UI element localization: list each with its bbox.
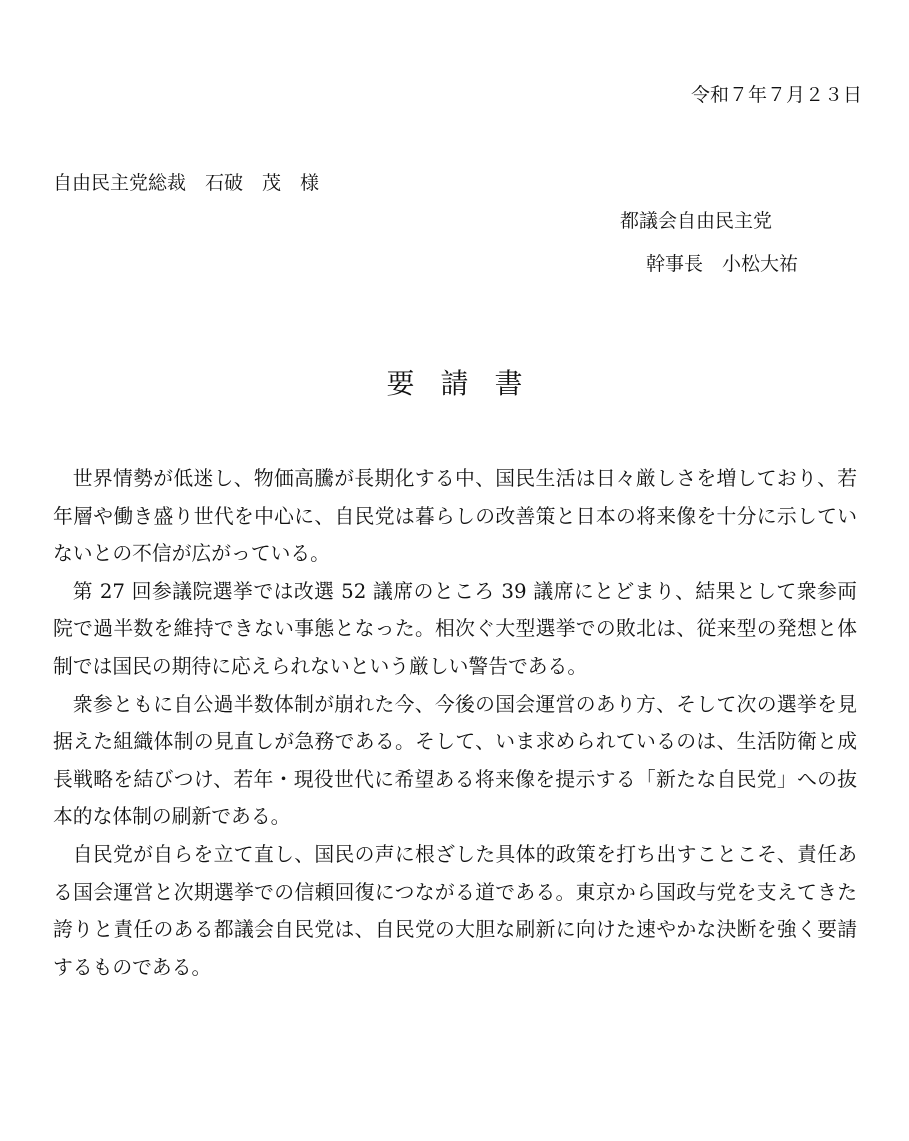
sender-block [620,208,798,277]
sender-name: 幹事長 小松大祐 [646,253,799,275]
document-date: 令和７年７月２３日 [690,84,862,106]
body-paragraph: 自民党が自らを立て直し、国民の声に根ざした具体的政策を打ち出すことこそ、責任ある国会運営と次期選挙での信頼回復につながる道である。東京から国政与党を支えてきた誇りと責任のある都議会自民党は、自民党の大胆な刷新に向けた速やかな決断を強く要請するものである。 [53,842,857,979]
addressee: 自由民主党総裁 石破 茂 様 [53,172,320,194]
body-paragraph: 衆参ともに自公過半数体制が崩れた今、今後の国会運営のあり方、そして次の選挙を見据えた組織体制の見直しが急務である。そして、いま求められているのは、生活防衛と成長戦略を結びつけ、若年・現役世代に希望ある将来像を提示する「新たな自民党」への抜本的な体制の刷新である。 [53,692,857,829]
document-title: 要請書 [386,367,549,400]
body-paragraph: 第 27 回参議院選挙では改選 52 議席のところ 39 議席にとどまり、結果として衆参両院で過半数を維持できない事態となった。相次ぐ大型選挙での敗北は、従来型の発想と体制では国民の期待に応えられないという厳しい警告である。 [53,579,857,678]
document-body [53,460,857,986]
sender-organization: 都議会自由民主党 [620,210,773,232]
body-paragraph: 世界情勢が低迷し、物価高騰が長期化する中、国民生活は日々厳しさを増しており、若年層や働き盛り世代を中心に、自民党は暮らしの改善策と日本の将来像を十分に示していないとの不信が広がっている。 [53,467,857,566]
